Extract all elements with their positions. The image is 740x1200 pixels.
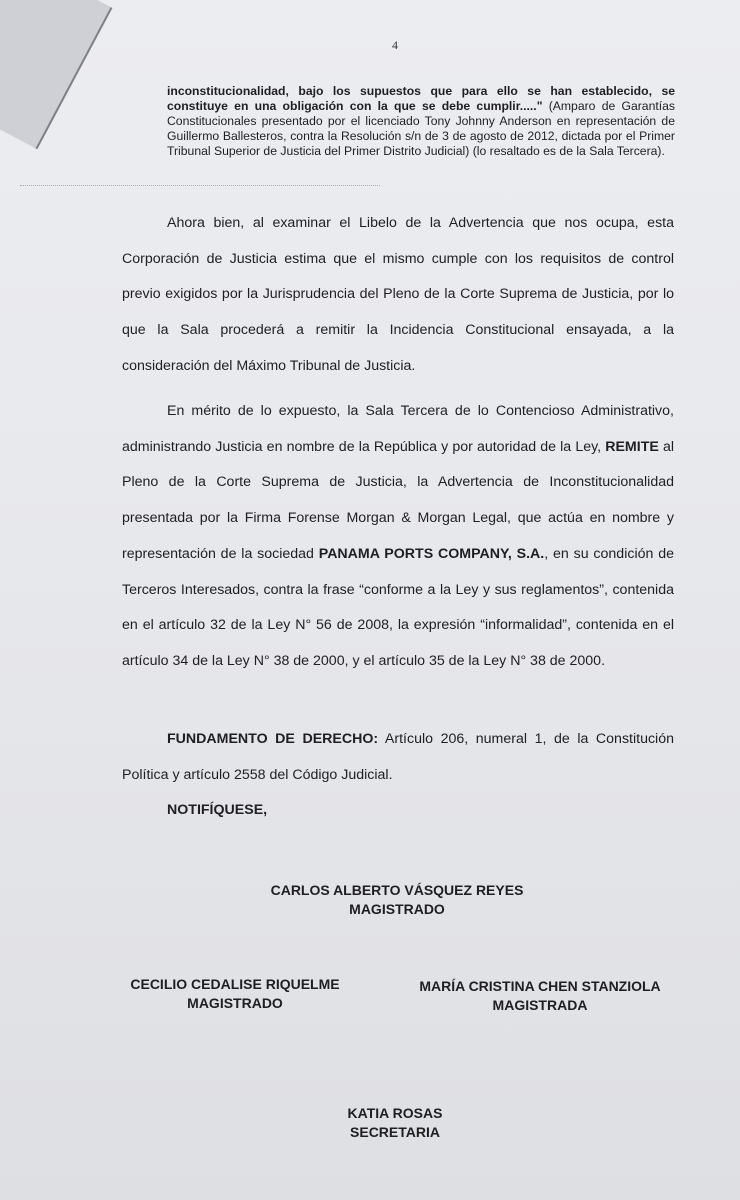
page-number: 4 (392, 38, 398, 52)
signature-block (395, 977, 685, 1015)
paragraph1-text: Ahora bien, al examinar el Libelo de la Advertencia que nos ocupa, esta Corporación de Justicia estima que el mismo cumple con los requisitos de control previo exigidos por la Jurisprudencia del Pleno de la Corte Suprema de Justicia, por lo que la Sala procederá a remitir la Incidencia Constitucional ensayada, a la consideración del Máximo Tribunal de Justicia. (122, 215, 674, 374)
signatory-name: MARÍA CRISTINA CHEN STANZIOLA (419, 978, 661, 994)
fundamento-heading: FUNDAMENTO DE DERECHO: (167, 731, 379, 747)
remite-label: REMITE (605, 438, 659, 455)
signatory-title: MAGISTRADA (492, 997, 588, 1013)
signatory-name: CECILIO CEDALISE RIQUELME (130, 976, 340, 992)
paragraph2-part3: , en su condición de Terceros Interesados, contra la frase “conforme a la Ley y sus reglamentos”, contenida en el artículo 32 de la Ley N° 56 de 2008, la expresión “informalidad”, contenida en el artículo 34 de la Ley N° 38 de 2000, y el artículo 35 de la Ley N° 38 de 2000. (122, 545, 674, 669)
signatory-name: CARLOS ALBERTO VÁSQUEZ REYES (270, 882, 524, 898)
quote-citation: (Amparo de Garantías Constitucionales presentado por el licenciado Tony Johnny Anderson en representación de Guillermo Ballesteros, contra la Resolución s/n de 3 de agosto de 2012, dictada por el Primer Tribunal Superior de Justicia del Primer Distrito Judicial) (lo resaltado es de la Sala Tercera). (167, 99, 676, 158)
signatory-title: MAGISTRADO (187, 995, 283, 1011)
paragraph-remite (122, 394, 674, 680)
paragraph2-part2: al Pleno de la Corte Suprema de Justicia, la Advertencia de Inconstitucionalidad presentada por la Firma Forense Morgan & Morgan Legal, que actúa en nombre y representación de la sociedad (122, 438, 674, 562)
signature-block (110, 975, 360, 1013)
page-corner-edge (0, 0, 112, 149)
quote-bold-text: inconstitucionalidad, bajo los supuestos que para ello se han establecido, se constituye en una obligación con la que se debe cumplir....." (167, 84, 675, 113)
signatory-name: KATIA ROSAS (347, 1105, 443, 1121)
paragraph-fundamento (122, 722, 674, 793)
company-name: PANAMA PORTS COMPANY, S.A. (318, 545, 545, 562)
paragraph-ahora-bien (122, 206, 674, 385)
quoted-jurisprudence (167, 84, 675, 159)
signatory-title: SECRETARIA (350, 1124, 440, 1140)
faint-divider (20, 185, 380, 186)
notify-heading: NOTIFÍQUESE, (167, 802, 268, 818)
signature-block (250, 881, 544, 919)
paragraph2-part1: En mérito de lo expuesto, la Sala Tercera de lo Contencioso Administrativo, administrando Justicia en nombre de la República y por autoridad de la Ley, (122, 403, 674, 455)
signature-block (300, 1104, 490, 1142)
fundamento-text: Artículo 206, numeral 1, de la Constitución Política y artículo 2558 del Código Judicial. (122, 731, 674, 783)
signatory-title: MAGISTRADO (349, 901, 445, 917)
